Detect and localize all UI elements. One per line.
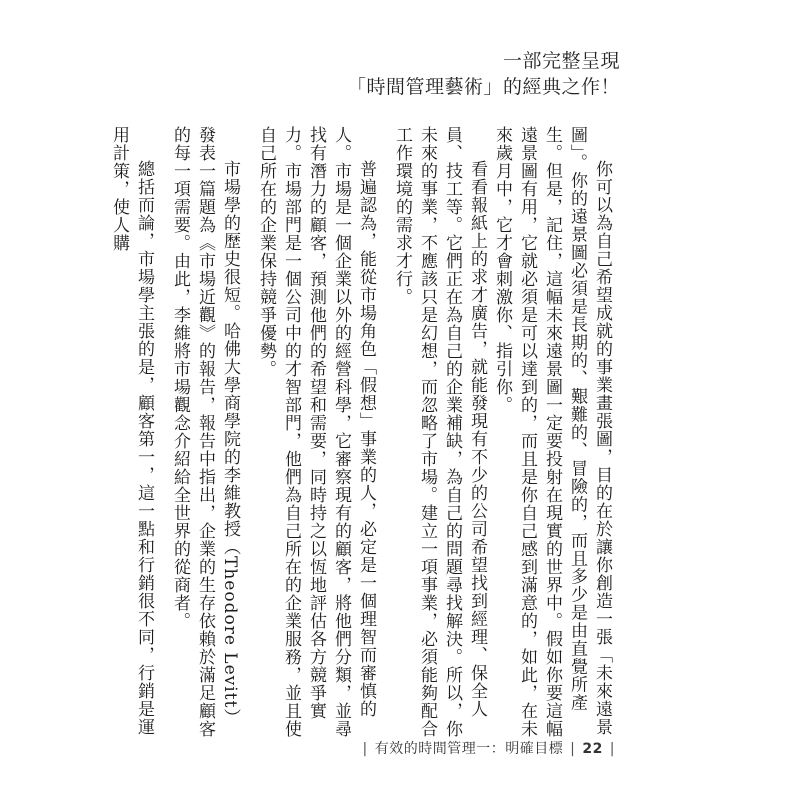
footer-divider-left: |: [362, 741, 368, 757]
header-line-2: 「時間管理藝術」的經典之作！: [346, 76, 620, 98]
footer-divider-middle: |: [570, 741, 576, 757]
page-footer: [361, 738, 617, 758]
footer-divider-right: |: [609, 741, 615, 757]
paragraph-5: 總括而論，市場學主張的是，顧客第一，這一點和行銷很不同，行銷是運用計策，使人購: [109, 126, 154, 736]
paragraph-4: 市場學的歷史很短。哈佛大學商學院的李維教授（Theodore Levitt）發表一篇題為《市場近觀》的報告，報告中指出，企業的生存依賴於滿足顧客的每一項需要。由此，李維將市場觀念介紹給全世界的從商者。: [170, 126, 240, 738]
footer-page-number: 22: [582, 741, 603, 757]
footer-book-title: 有效的時間管理一：明確目標: [374, 741, 564, 757]
paragraph-3: 普遍認為，能從市場角色「假想」事業的人，必定是一個理智而審慎的人。市場是一個企業以外的經營科學，它審察現有的顧客，將他們分類，並尋找有潛力的顧客，預測他們的希望和需要，同時持之以恆地評估各方競爭實力。市場部門是一個公司中的才智部門，他們為自己所在的企業服務，並且使自己所在的企業保持競爭優勢。: [256, 126, 376, 738]
header-line-1: 一部完整呈現: [502, 50, 620, 72]
page-header: [347, 48, 620, 100]
vertical-body-text: [109, 126, 614, 738]
paragraph-2: 看看報紙上的求才廣告，就能發現有不少的公司希望找到經理、保全人員、技工等。它們正在為自己的企業補缺，為自己的問題尋找解決。所以，你未來的事業，不應該只是幻想，而忽略了市場。建立一項事業，必須能夠配合工作環境的需求才行。: [392, 126, 487, 738]
paragraph-1: 你可以為自己希望成就的事業畫張圖，目的在於讓你創造一張「未來遠景圖」。你的遠景圖必須是長期的、艱難的、冒險的，而且多少是由直覺所產生。但是，記住，這幅未來遠景圖一定要投射在現實的世界中。假如你要這幅遠景圖有用，它就必須是可以達到的，而且是你自己感到滿意的，如此，在未來歲月中，它才會刺激你、指引你。: [492, 126, 612, 738]
